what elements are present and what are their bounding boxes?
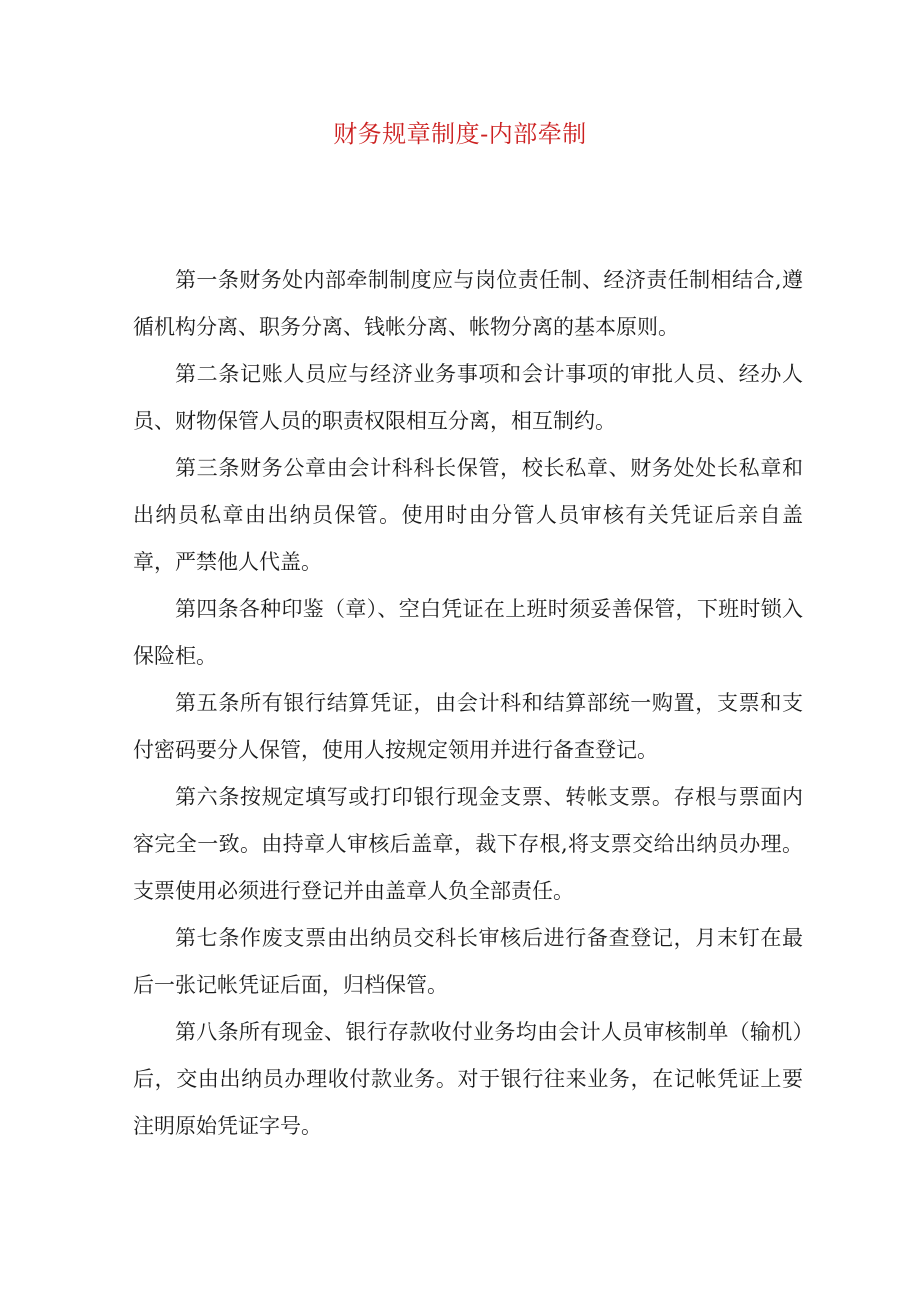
article-6: 第六条按规定填写或打印银行现金支票、转帐支票。存根与票面内容完全一致。由持章人审核后盖章，裁下存根,将支票交给出纳员办理。支票使用必须进行登记并由盖章人负全部责任。 <box>133 785 803 903</box>
article-3: 第三条财务公章由会计科科长保管，校长私章、财务处处长私章和出纳员私章由出纳员保管。使用时由分管人员审核有关凭证后亲自盖章，严禁他人代盖。 <box>133 456 803 574</box>
article-8: 第八条所有现金、银行存款收付业务均由会计人员审核制单（输机）后，交由出纳员办理收付款业务。对于银行往来业务，在记帐凭证上要注明原始凭证字号。 <box>133 1020 803 1138</box>
article-2: 第二条记账人员应与经济业务事项和会计事项的审批人员、经办人员、财物保管人员的职责权限相互分离，相互制约。 <box>133 362 803 433</box>
document-body <box>133 257 803 1150</box>
article-4: 第四条各种印鉴（章）、空白凭证在上班时须妥善保管，下班时锁入保险柜。 <box>133 597 803 668</box>
article-5: 第五条所有银行结算凭证，由会计科和结算部统一购置，支票和支付密码要分人保管，使用人按规定领用并进行备查登记。 <box>133 691 803 762</box>
article-1: 第一条财务处内部牵制制度应与岗位责任制、经济责任制相结合,遵循机构分离、职务分离、钱帐分离、帐物分离的基本原则。 <box>133 268 803 339</box>
article-7: 第七条作废支票由出纳员交科长审核后进行备查登记，月末钉在最后一张记帐凭证后面，归档保管。 <box>133 926 803 997</box>
document-title: 财务规章制度-内部牵制 <box>333 120 587 148</box>
